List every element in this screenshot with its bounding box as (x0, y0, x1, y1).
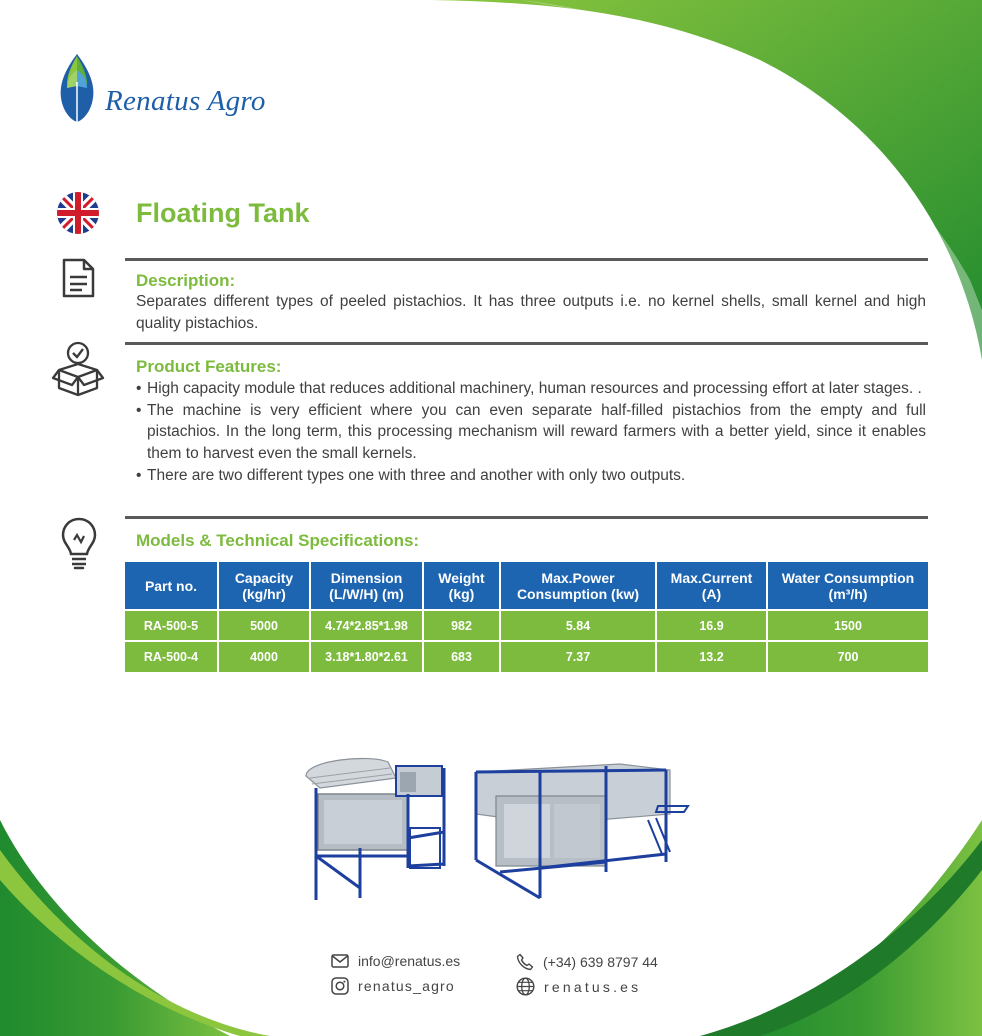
section-divider (125, 516, 928, 519)
phone-icon (516, 953, 534, 971)
column-header: Dimension (L/W/H) (m) (310, 562, 423, 610)
feature-text: The machine is very efficient where you can even separate half-filled pistachios from the empty and full pistachios. In the long term, this processing mechanism will reward farmers with a better yield, since it enables them to harvest even the small kernels. (147, 401, 926, 463)
specs-heading: Models & Technical Specifications: (136, 531, 420, 550)
feature-item (134, 378, 926, 400)
globe-icon (516, 977, 535, 996)
table-cell: 1500 (767, 610, 928, 641)
email-text: info@renatus.es (358, 953, 461, 969)
table-cell: 683 (423, 641, 500, 672)
description-heading: Description: (136, 271, 236, 290)
instagram-text: renatus_agro (358, 978, 455, 994)
box-check-icon (51, 340, 105, 398)
email-contact[interactable] (331, 953, 460, 969)
document-icon (60, 258, 96, 298)
feature-text: There are two different types one with three and another with only two outputs. (147, 466, 686, 484)
machine-image-left (300, 748, 452, 903)
features-heading: Product Features: (136, 357, 282, 376)
column-header: Max.Current (A) (656, 562, 767, 610)
phone-text: (+34) 639 8797 44 (543, 954, 658, 970)
table-cell: 700 (767, 641, 928, 672)
table-cell: RA-500-5 (125, 610, 218, 641)
table-header-row (125, 562, 928, 610)
section-divider (125, 258, 928, 261)
phone-contact[interactable] (516, 953, 658, 971)
bullet: • (136, 401, 142, 419)
website-text: renatus.es (544, 978, 642, 995)
table-cell: 982 (423, 610, 500, 641)
website-contact[interactable] (516, 977, 641, 996)
instagram-icon (331, 977, 349, 995)
table-cell: 13.2 (656, 641, 767, 672)
table-cell: 16.9 (656, 610, 767, 641)
leaf-logo-icon (55, 52, 99, 124)
table-cell: 7.37 (500, 641, 656, 672)
column-header: Max.Power Consumption (kw) (500, 562, 656, 610)
feature-item (134, 465, 926, 487)
column-header: Weight (kg) (423, 562, 500, 610)
table-cell: 3.18*1.80*2.61 (310, 641, 423, 672)
description-text: Separates different types of peeled pistachios. It has three outputs i.e. no kernel shells, small kernel and high quality pistachios. (136, 293, 926, 332)
table-cell: RA-500-4 (125, 641, 218, 672)
spec-table (125, 562, 928, 672)
table-row (125, 641, 928, 672)
column-header: Water Consumption (m³/h) (767, 562, 928, 610)
table-row (125, 610, 928, 641)
feature-item (134, 400, 926, 465)
table-cell: 5000 (218, 610, 310, 641)
mail-icon (331, 954, 349, 968)
feature-text: High capacity module that reduces additional machinery, human resources and processing effort at later stages. . (147, 380, 922, 397)
section-divider (125, 342, 928, 345)
table-cell: 4.74*2.85*1.98 (310, 610, 423, 641)
column-header: Capacity (kg/hr) (218, 562, 310, 610)
page-title: Floating Tank (136, 198, 310, 228)
brand-name: Renatus Agro (105, 85, 266, 117)
uk-flag-icon (56, 191, 100, 235)
brand-logo (55, 52, 266, 124)
features-list (134, 378, 926, 487)
instagram-contact[interactable] (331, 977, 455, 995)
table-cell: 5.84 (500, 610, 656, 641)
bullet: • (136, 466, 142, 484)
bullet: • (136, 380, 142, 397)
table-cell: 4000 (218, 641, 310, 672)
machine-image-right (470, 756, 690, 901)
lightbulb-icon (60, 516, 98, 572)
column-header: Part no. (125, 562, 218, 610)
